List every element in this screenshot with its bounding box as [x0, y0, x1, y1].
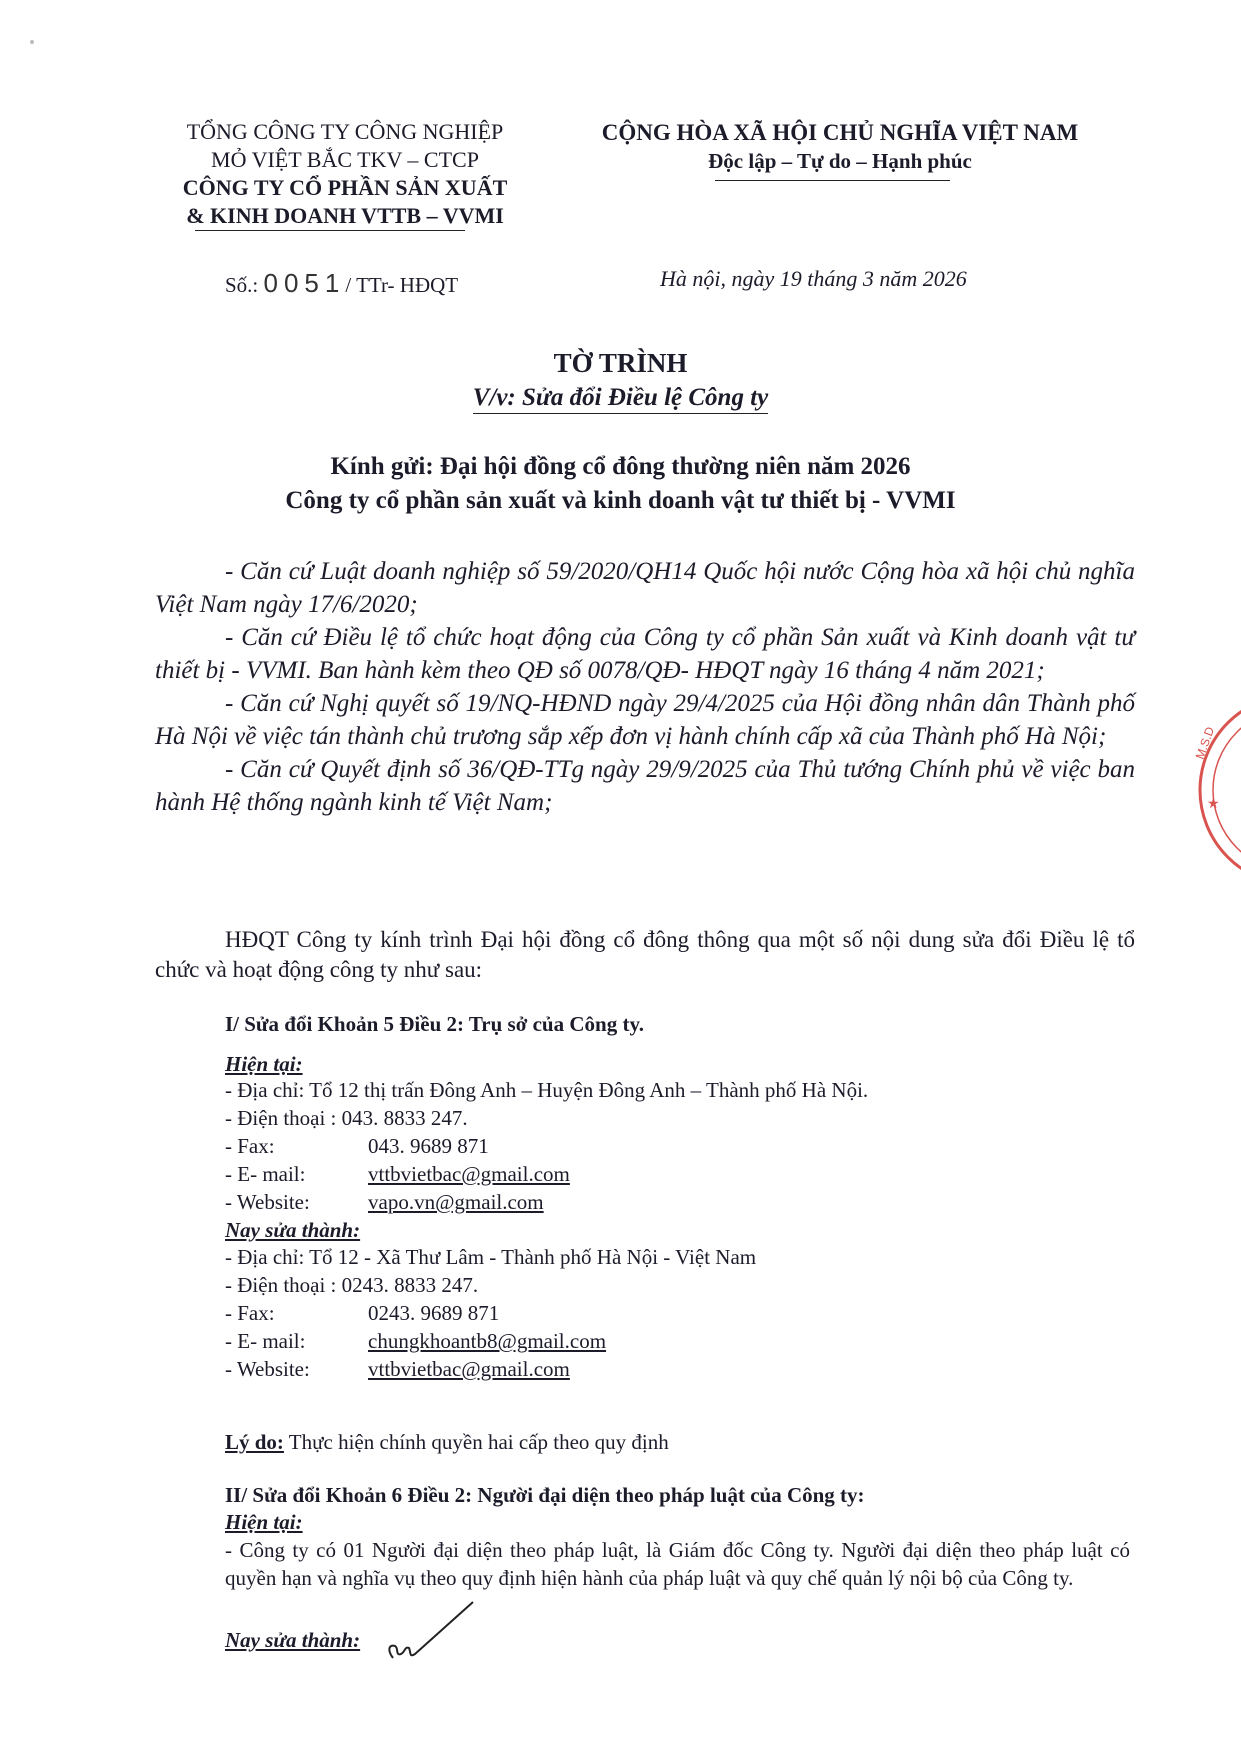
national-header	[560, 118, 1120, 176]
initial-signature	[365, 1600, 475, 1670]
section-1-current-label: Hiện tại:	[225, 1052, 303, 1076]
new-address: - Địa chỉ: Tổ 12 - Xã Thư Lâm - Thành phố Hà Nội - Việt Nam	[225, 1245, 757, 1269]
new-phone: - Điện thoại : 0243. 8833 247.	[225, 1273, 479, 1297]
website-label: - Website:	[225, 1357, 310, 1381]
document-subject	[0, 384, 1241, 412]
svg-text:★: ★	[1207, 795, 1220, 811]
country-name: CỘNG HÒA XÃ HỘI CHỦ NGHĨA VIỆT NAM	[601, 120, 1079, 145]
org-line-2: MỎ VIỆT BẮC TKV – CTCP	[211, 147, 479, 172]
doc-number-suffix: / TTr- HĐQT	[345, 273, 459, 297]
section-2-current-label: Hiện tại:	[225, 1510, 303, 1534]
org-line-1: TỔNG CÔNG TY CÔNG NGHIỆP	[186, 119, 504, 144]
issuing-organization	[140, 118, 550, 230]
email-label: - E- mail:	[225, 1329, 306, 1353]
national-motto: Độc lập – Tự do – Hạnh phúc	[708, 149, 972, 173]
svg-text:M.S.D: M.S.D	[1192, 724, 1218, 762]
website-label: - Website:	[225, 1190, 310, 1214]
org-divider	[195, 230, 465, 231]
fax-row	[225, 1132, 1125, 1160]
section-2-new-label: Nay sửa thành:	[225, 1628, 361, 1652]
section-1-new	[225, 1243, 1125, 1383]
recipient-block	[0, 450, 1241, 518]
fax-label: - Fax:	[225, 1301, 275, 1325]
new-website: vttbvietbac@gmail.com	[368, 1357, 570, 1381]
email-label: - E- mail:	[225, 1162, 306, 1186]
intro-paragraph: HĐQT Công ty kính trình Đại hội đồng cổ đông thông qua một số nội dung sửa đổi Điều lệ tổ chức và hoạt động công ty như sau:	[155, 927, 1135, 982]
company-stamp-partial	[1185, 690, 1241, 890]
current-fax: 043. 9689 871	[368, 1134, 489, 1158]
current-website: vapo.vn@gmail.com	[368, 1190, 544, 1214]
new-email: chungkhoantb8@gmail.com	[368, 1329, 607, 1353]
recipient-line-2: Công ty cổ phần sản xuất và kinh doanh vật tư thiết bị - VVMI	[285, 487, 956, 514]
org-line-4: & KINH DOANH VTTB – VVMI	[186, 203, 504, 228]
basis-item: - Căn cứ Luật doanh nghiệp số 59/2020/QH14 Quốc hội nước Cộng hòa xã hội chủ nghĩa Việt Nam ngày 17/6/2020;	[155, 558, 1135, 618]
subject-text: V/v: Sửa đổi Điều lệ Công ty	[473, 384, 769, 414]
phone-row	[225, 1104, 1125, 1132]
doc-number-stamped: 0051	[263, 268, 346, 298]
legal-basis	[155, 555, 1135, 819]
section-1-current	[225, 1076, 1125, 1216]
new-fax: 0243. 9689 871	[368, 1301, 500, 1325]
email-row	[225, 1160, 1125, 1188]
current-email: vttbvietbac@gmail.com	[368, 1162, 570, 1186]
phone-row	[225, 1271, 1125, 1299]
basis-item: - Căn cứ Quyết định số 36/QĐ-TTg ngày 29/9/2025 của Thủ tướng Chính phủ về việc ban hành Hệ thống ngành kinh tế Việt Nam;	[155, 756, 1135, 816]
basis-item: - Căn cứ Nghị quyết số 19/NQ-HĐND ngày 29/4/2025 của Hội đồng nhân dân Thành phố Hà Nội về việc tán thành chủ trương sắp xếp đơn vị hành chính cấp xã của Thành phố Hà Nội;	[155, 690, 1135, 750]
address-row	[225, 1076, 1125, 1104]
current-phone: - Điện thoại : 043. 8833 247.	[225, 1106, 468, 1130]
section-1-new-label: Nay sửa thành:	[225, 1218, 361, 1242]
recipient-line-1: Kính gửi: Đại hội đồng cổ đông thường niên năm 2026	[330, 453, 911, 480]
reason-label: Lý do:	[225, 1430, 284, 1454]
section-2-heading: II/ Sửa đổi Khoản 6 Điều 2: Người đại diện theo pháp luật của Công ty:	[225, 1483, 865, 1507]
website-row	[225, 1355, 1125, 1383]
scan-speck	[30, 40, 34, 44]
document-title: TỜ TRÌNH	[553, 348, 688, 378]
current-address: - Địa chỉ: Tổ 12 thị trấn Đông Anh – Huyện Đông Anh – Thành phố Hà Nội.	[225, 1078, 869, 1102]
address-row	[225, 1243, 1125, 1271]
website-row	[225, 1188, 1125, 1216]
doc-number-prefix: Số.:	[225, 273, 259, 297]
basis-item: - Căn cứ Điều lệ tổ chức hoạt động của Công ty cổ phần Sản xuất và Kinh doanh vật tư thiết bị - VVMI. Ban hành kèm theo QĐ số 0078/QĐ- HĐQT ngày 16 tháng 4 năm 2021;	[155, 624, 1135, 684]
org-line-3: CÔNG TY CỔ PHẦN SẢN XUẤT	[182, 175, 508, 200]
fax-label: - Fax:	[225, 1134, 275, 1158]
motto-divider	[715, 180, 950, 181]
document-number	[225, 268, 458, 299]
email-row	[225, 1327, 1125, 1355]
section-1-heading: I/ Sửa đổi Khoản 5 Điều 2: Trụ sở của Công ty.	[225, 1012, 645, 1036]
section-2-current-text: - Công ty có 01 Người đại diện theo pháp luật, là Giám đốc Công ty. Người đại diện theo pháp luật có quyền hạn và nghĩa vụ theo quy định hiện hành của pháp luật và quy chế quản lý nội bộ của Công ty.	[225, 1538, 1130, 1590]
fax-row	[225, 1299, 1125, 1327]
section-1-reason	[225, 1428, 1125, 1456]
document-date: Hà nội, ngày 19 tháng 3 năm 2026	[660, 266, 967, 291]
reason-text: Thực hiện chính quyền hai cấp theo quy định	[283, 1430, 669, 1454]
